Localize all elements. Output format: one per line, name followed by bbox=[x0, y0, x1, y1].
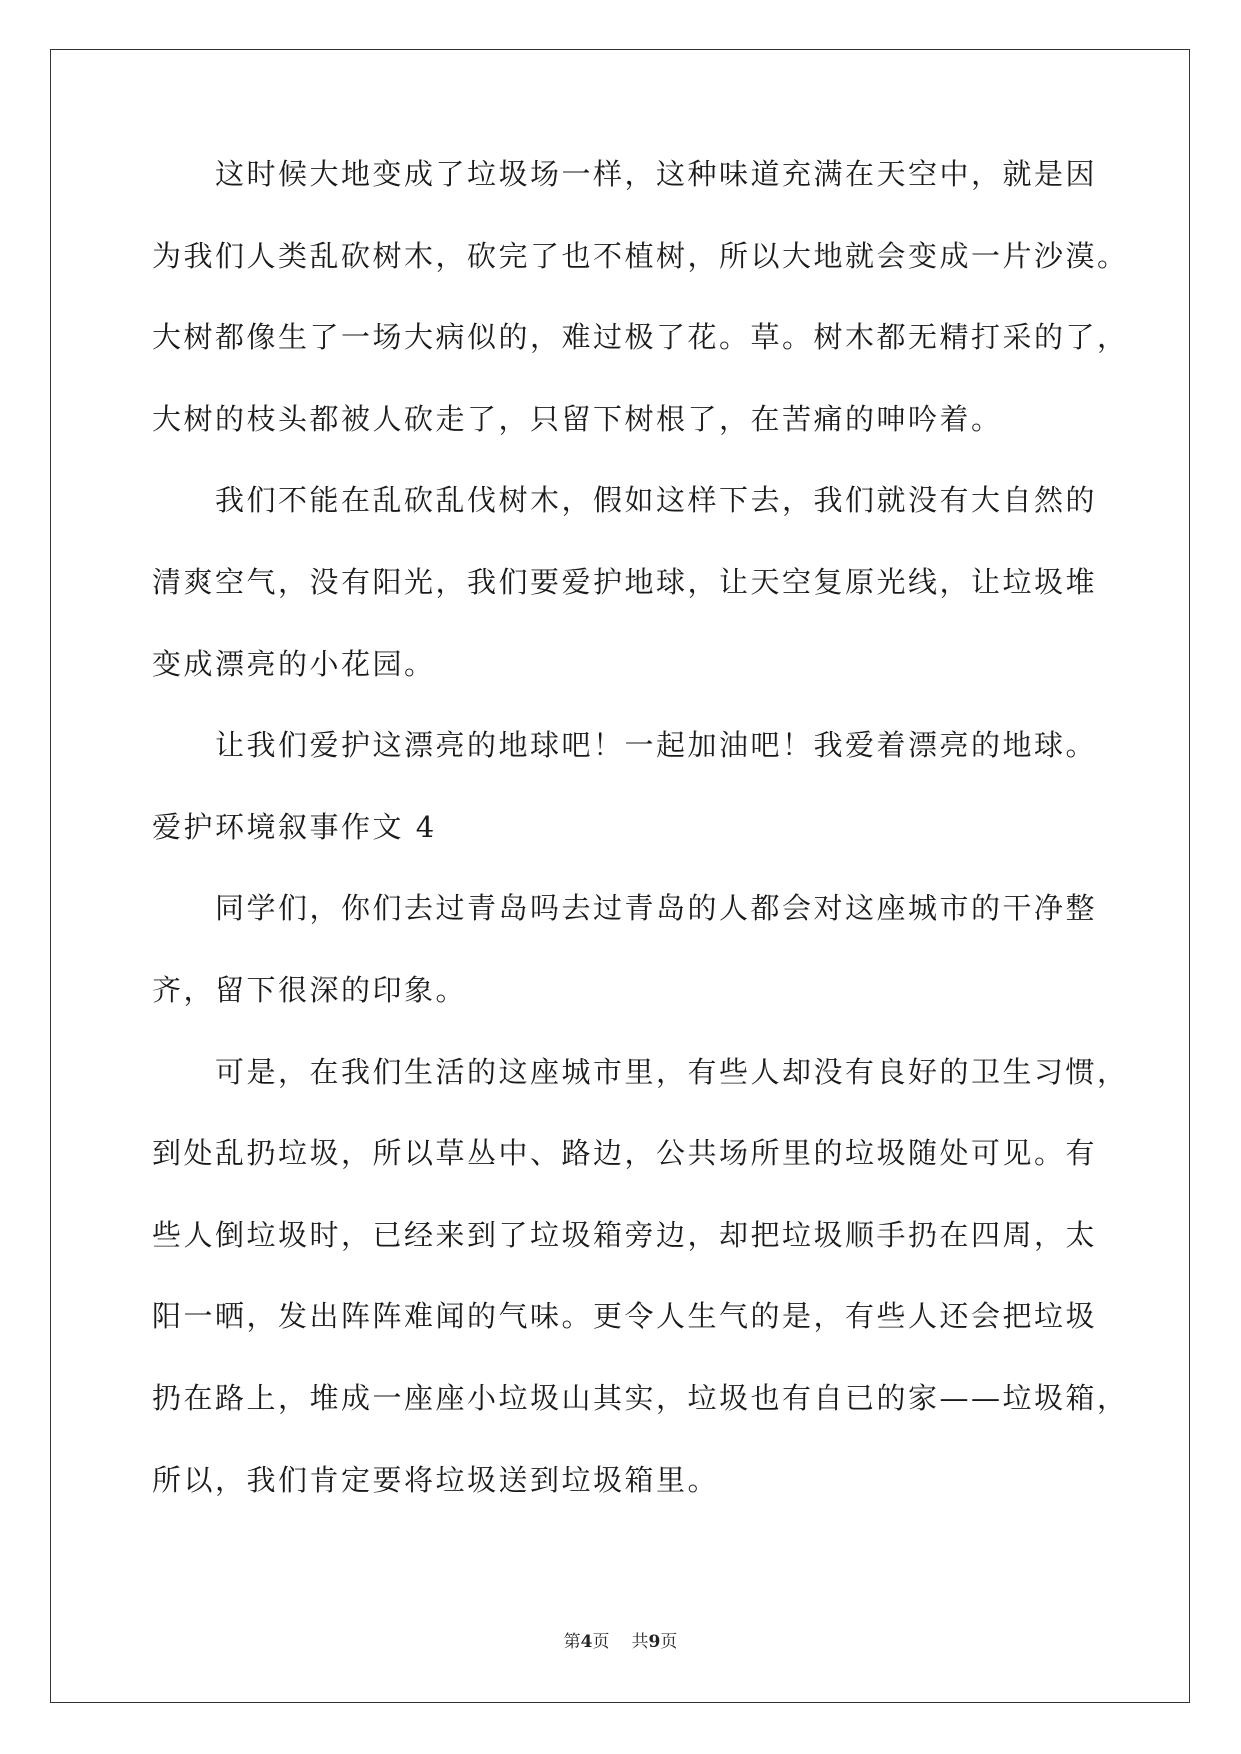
paragraph-line: 到处乱扔垃圾，所以草丛中、路边，公共场所里的垃圾随处可见。有 bbox=[152, 1136, 1098, 1171]
paragraph-line: 我们不能在乱砍乱伐树木，假如这样下去，我们就没有大自然的 bbox=[215, 483, 1098, 518]
total-page-number: 9 bbox=[648, 1632, 661, 1652]
paragraph-line: 大树的枝头都被人砍走了，只留下树根了，在苦痛的呻吟着。 bbox=[152, 401, 1003, 436]
paragraph-line: 可是，在我们生活的这座城市里，有些人却没有良好的卫生习惯， bbox=[215, 1054, 1129, 1089]
paragraph-line: 为我们人类乱砍树木，砍完了也不植树，所以大地就会变成一片沙漠。 bbox=[152, 238, 1129, 273]
paragraph-line: 同学们，你们去过青岛吗去过青岛的人都会对这座城市的干净整 bbox=[215, 891, 1098, 926]
total-prefix: 共 bbox=[631, 1632, 649, 1652]
paragraph-line: 大树都像生了一场大病似的，难过极了花。草。树木都无精打采的了， bbox=[152, 320, 1129, 355]
paragraph-line: 所以，我们肯定要将垃圾送到垃圾箱里。 bbox=[152, 1462, 720, 1497]
paragraph-line: 清爽空气，没有阳光，我们要爱护地球，让天空复原光线，让垃圾堆 bbox=[152, 564, 1098, 599]
page-prefix: 第 bbox=[563, 1632, 581, 1652]
paragraph-line: 些人倒垃圾时，已经来到了垃圾箱旁边，却把垃圾顺手扔在四周，太 bbox=[152, 1217, 1098, 1252]
page-suffix: 页 bbox=[592, 1632, 610, 1652]
paragraph-line: 齐，留下很深的印象。 bbox=[152, 972, 468, 1007]
document-body bbox=[152, 157, 1129, 1547]
paragraph-line: 阳一晒，发出阵阵难闻的气味。更令人生气的是，有些人还会把垃圾 bbox=[152, 1299, 1098, 1334]
page-footer bbox=[0, 1632, 1241, 1652]
section-heading: 爱护环境叙事作文 4 bbox=[152, 809, 437, 844]
paragraph-line: 扔在路上，堆成一座座小垃圾山其实，垃圾也有自已的家——垃圾箱， bbox=[152, 1380, 1129, 1415]
paragraph-line: 这时候大地变成了垃圾场一样，这种味道充满在天空中，就是因 bbox=[215, 157, 1098, 191]
paragraph-line: 让我们爱护这漂亮的地球吧！一起加油吧！我爱着漂亮的地球。 bbox=[215, 728, 1098, 763]
total-suffix: 页 bbox=[660, 1632, 678, 1652]
current-page-number: 4 bbox=[580, 1632, 593, 1652]
paragraph-line: 变成漂亮的小花园。 bbox=[152, 646, 436, 681]
